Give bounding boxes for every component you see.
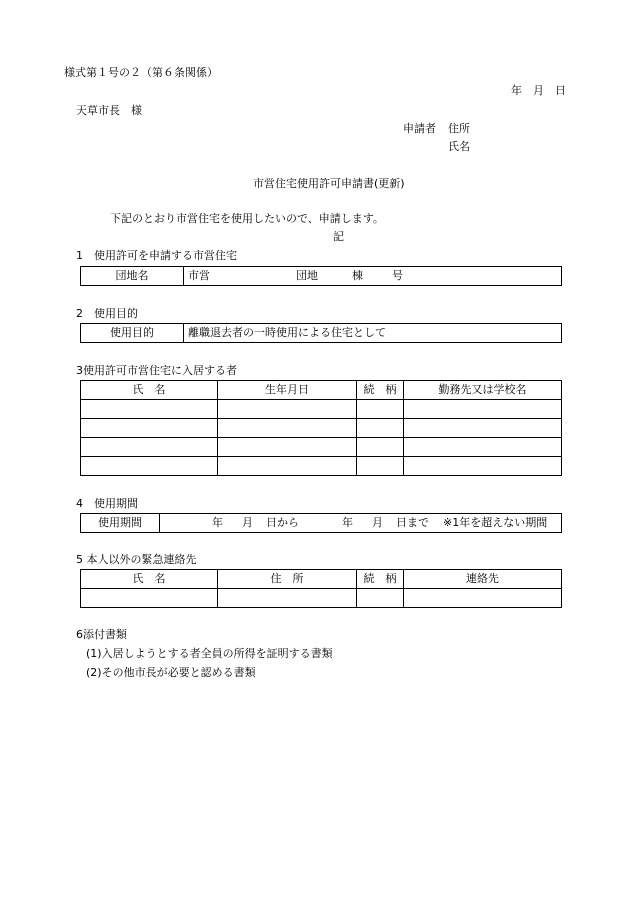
document-title: 市営住宅使用許可申請書(更新) (253, 177, 405, 190)
until-year-text: 年 (342, 516, 353, 529)
col-header-relation: 続 柄 (357, 570, 404, 589)
occupant-birthdate-field[interactable] (218, 438, 357, 457)
col-header-address: 住 所 (218, 570, 357, 589)
section-2-heading: 2 使用目的 (76, 307, 138, 320)
purpose-value[interactable]: 離職退去者の一時使用による住宅として (184, 324, 562, 343)
col-header-workplace: 勤務先又は学校名 (404, 381, 562, 400)
from-month-text: 月 (242, 516, 253, 529)
until-month-text: 月 (372, 516, 383, 529)
period-label: 使用期間 (81, 514, 160, 533)
period-value-field[interactable] (160, 514, 562, 533)
table-row (81, 324, 562, 343)
occupants-table (80, 380, 562, 476)
applicant-address-label: 住所 (448, 122, 470, 135)
table-row (81, 457, 562, 476)
housing-table (80, 266, 562, 286)
until-day-text: 日まで (396, 516, 429, 529)
applicant-name-label: 氏名 (448, 140, 470, 153)
col-header-relation: 続 柄 (357, 381, 404, 400)
housing-label: 団地名 (81, 267, 184, 286)
table-header-row (81, 570, 562, 589)
section-4-heading: 4 使用期間 (76, 497, 138, 510)
table-row (81, 419, 562, 438)
contact-relation-field[interactable] (357, 589, 404, 608)
section-3-heading: 3使用許可市営住宅に入居する者 (76, 364, 237, 377)
occupant-relation-field[interactable] (357, 457, 404, 476)
occupant-relation-field[interactable] (357, 419, 404, 438)
attachment-item: (1)入居しようとする者全員の所得を証明する書類 (86, 647, 333, 660)
occupant-workplace-field[interactable] (404, 457, 562, 476)
contact-name-field[interactable] (81, 589, 218, 608)
section-6-heading: 6添付書類 (76, 628, 127, 641)
danchi-text: 団地 (296, 269, 318, 282)
building-text: 棟 (352, 269, 363, 282)
table-row (81, 589, 562, 608)
municipal-text: 市営 (188, 269, 210, 282)
table-header-row (81, 381, 562, 400)
from-year-text: 年 (212, 516, 223, 529)
attachment-item: (2)その他市長が必要と認める書類 (86, 666, 256, 679)
date-line: 年 月 日 (511, 84, 566, 97)
unit-number-text: 号 (392, 269, 403, 282)
purpose-table (80, 323, 562, 343)
contact-address-field[interactable] (218, 589, 357, 608)
occupant-workplace-field[interactable] (404, 419, 562, 438)
col-header-name: 氏 名 (81, 570, 218, 589)
table-row (81, 267, 562, 286)
ki-mark: 記 (333, 230, 344, 243)
section-5-heading: 5 本人以外の緊急連絡先 (76, 553, 197, 566)
period-note: ※1年を超えない期間 (443, 516, 548, 529)
emergency-contact-table (80, 569, 562, 608)
table-row (81, 514, 562, 533)
occupant-relation-field[interactable] (357, 438, 404, 457)
period-table (80, 513, 562, 533)
contact-phone-field[interactable] (404, 589, 562, 608)
table-row (81, 400, 562, 419)
section-1-heading: 1 使用許可を申請する市営住宅 (76, 249, 237, 262)
from-day-text: 日から (266, 516, 299, 529)
intro-text: 下記のとおり市営住宅を使用したいので、申請します。 (110, 212, 384, 225)
occupant-relation-field[interactable] (357, 400, 404, 419)
form-id: 様式第１号の２（第６条関係） (64, 66, 218, 79)
occupant-name-field[interactable] (81, 400, 218, 419)
occupant-birthdate-field[interactable] (218, 457, 357, 476)
occupant-workplace-field[interactable] (404, 438, 562, 457)
col-header-name: 氏 名 (81, 381, 218, 400)
occupant-name-field[interactable] (81, 419, 218, 438)
occupant-birthdate-field[interactable] (218, 400, 357, 419)
col-header-contact: 連絡先 (404, 570, 562, 589)
occupant-workplace-field[interactable] (404, 400, 562, 419)
applicant-label: 申請者 (403, 122, 436, 135)
occupant-birthdate-field[interactable] (218, 419, 357, 438)
occupant-name-field[interactable] (81, 457, 218, 476)
occupant-name-field[interactable] (81, 438, 218, 457)
table-row (81, 438, 562, 457)
col-header-birthdate: 生年月日 (218, 381, 357, 400)
purpose-label: 使用目的 (81, 324, 184, 343)
housing-value-field[interactable] (184, 267, 562, 286)
addressee: 天草市長 様 (76, 104, 142, 117)
